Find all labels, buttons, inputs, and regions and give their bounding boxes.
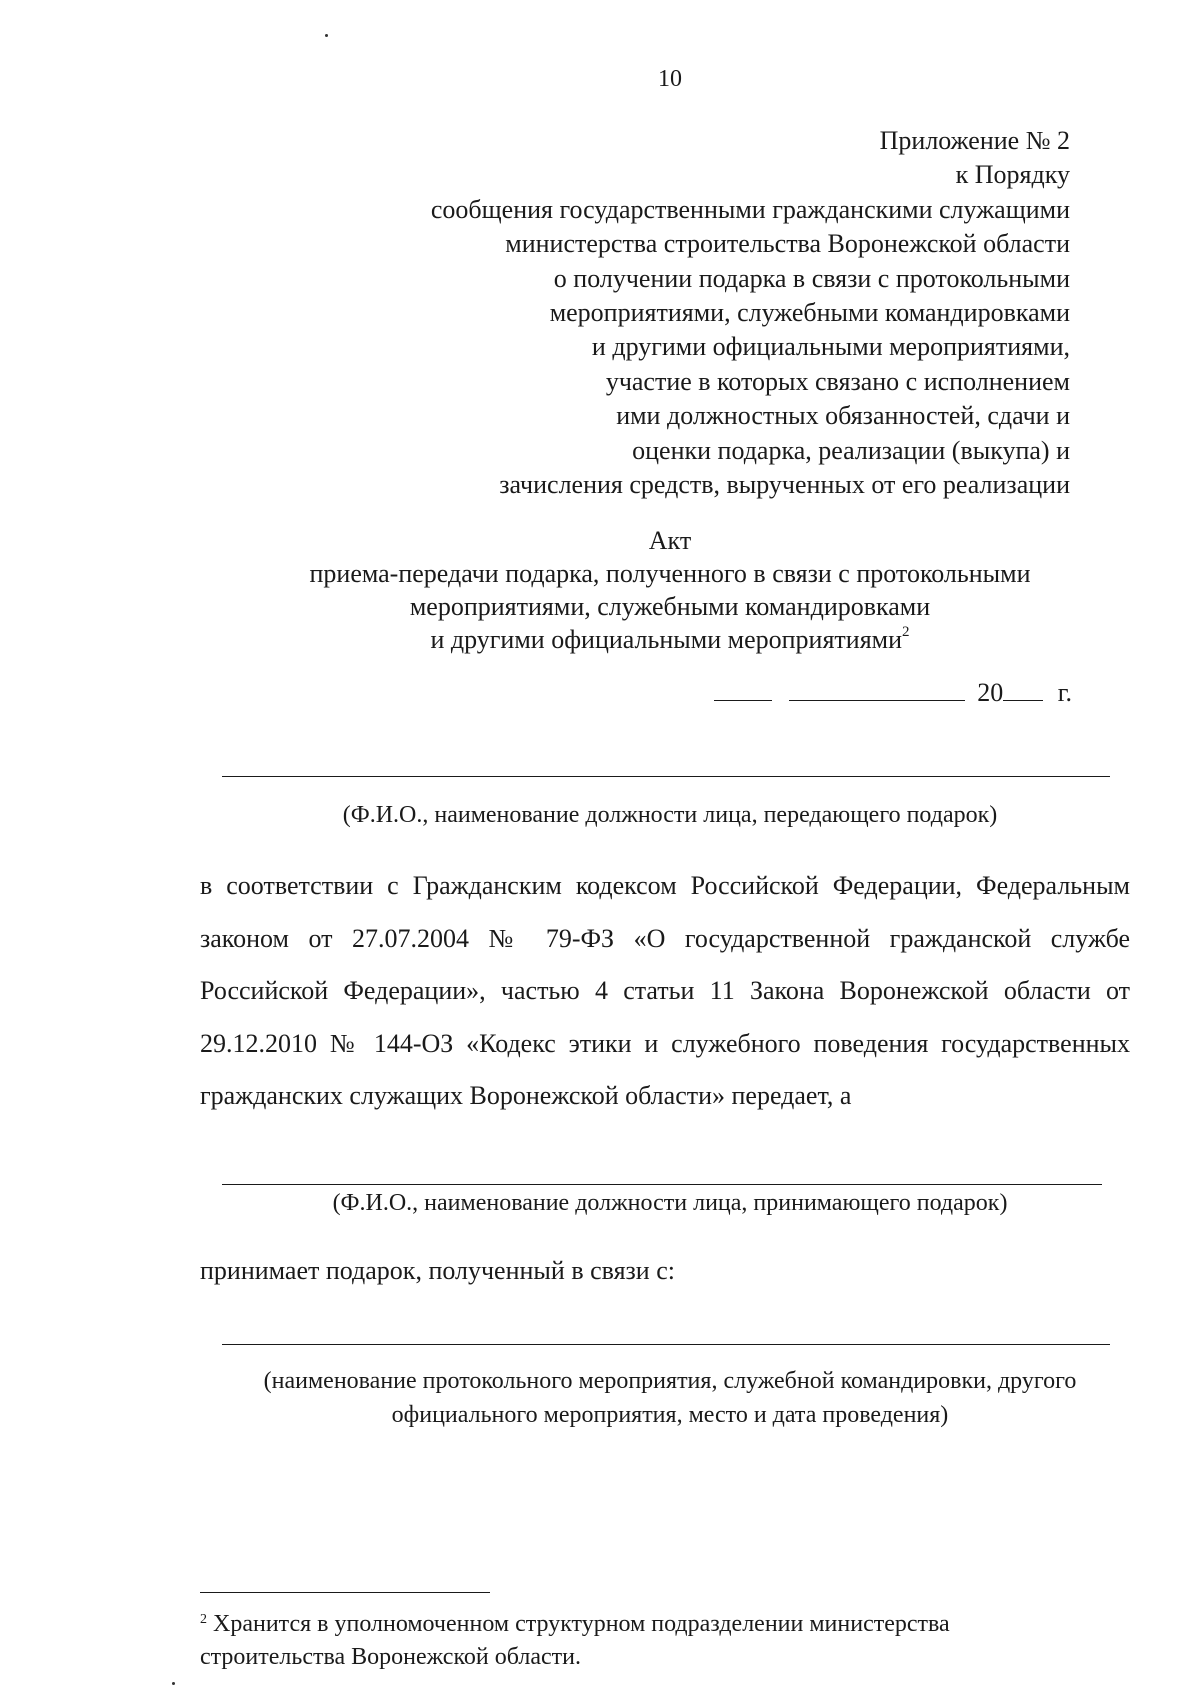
- act-title: Акт: [648, 526, 692, 555]
- appendix-line: участие в которых связано с исполнением: [605, 366, 1070, 396]
- page-number: 10: [658, 66, 682, 92]
- act-subtitle-line: и другими официальными мероприятиями: [430, 625, 903, 654]
- month-blank: [789, 678, 965, 701]
- day-blank: [714, 678, 772, 701]
- appendix-line: о получении подарка в связи с протокольными: [553, 263, 1070, 293]
- appendix-header: [310, 124, 1070, 502]
- appendix-line: мероприятиями, служебными командировками: [549, 298, 1070, 328]
- appendix-line: зачисления средств, вырученных от его реализации: [499, 470, 1070, 500]
- receiver-caption: (Ф.И.О., наименование должности лица, принимающего подарок): [332, 1190, 1008, 1216]
- act-subtitle-line-last: [0, 623, 1200, 656]
- appendix-line: к Порядку: [955, 160, 1070, 190]
- footnote-text: Хранится в уполномоченном структурном подразделении министерства строительства Воронежской области.: [200, 1611, 950, 1670]
- appendix-line: министерства строительства Воронежской области: [505, 229, 1070, 259]
- event-line: [222, 1344, 1110, 1345]
- year-blank: [1003, 678, 1043, 701]
- year-suffix: г.: [1057, 678, 1072, 707]
- receiver-signature-line: [222, 1184, 1102, 1185]
- footnote-separator: [200, 1592, 490, 1593]
- act-subtitle-line: приема-передачи подарка, полученного в связи с протокольными: [309, 559, 1031, 588]
- appendix-line: Приложение № 2: [879, 126, 1070, 155]
- appendix-line: ими должностных обязанностей, сдачи и: [616, 401, 1070, 431]
- date-line: [714, 678, 1072, 708]
- event-caption-line1: (наименование протокольного мероприятия, служебной командировки, другого: [263, 1368, 1077, 1394]
- footnote-reference: 2: [902, 624, 910, 640]
- scan-speck: [172, 1682, 175, 1685]
- giver-caption: (Ф.И.О., наименование должности лица, передающего подарок): [342, 802, 998, 828]
- appendix-line: сообщения государственными гражданскими служащими: [430, 194, 1070, 224]
- footnote-mark: 2: [200, 1612, 207, 1627]
- giver-signature-line: [222, 776, 1110, 777]
- appendix-line: оценки подарка, реализации (выкупа) и: [632, 435, 1070, 465]
- year-prefix: 20: [977, 678, 1004, 707]
- scan-speck: [325, 34, 328, 37]
- appendix-line: и другими официальными мероприятиями,: [591, 332, 1070, 362]
- event-caption-line2: официального мероприятия, место и дата проведения): [391, 1402, 949, 1428]
- act-subtitle-line: мероприятиями, служебными командировками: [409, 592, 931, 621]
- footnote: [200, 1608, 1100, 1674]
- accepts-line: принимает подарок, полученный в связи с:: [200, 1256, 675, 1285]
- transfer-paragraph: в соответствии с Гражданским кодексом Российской Федерации, Федеральным законом от 27.07.2004 № 79-ФЗ «О государственной гражданской службе Российской Федерации», частью 4 статьи 11 Закона Воронежской области от 29.12.2010 № 144-ОЗ «Кодекс этики и служебного поведения государственных гражданских служащих Воронежской области» передает, а: [200, 871, 1130, 1110]
- act-heading: [0, 524, 1200, 656]
